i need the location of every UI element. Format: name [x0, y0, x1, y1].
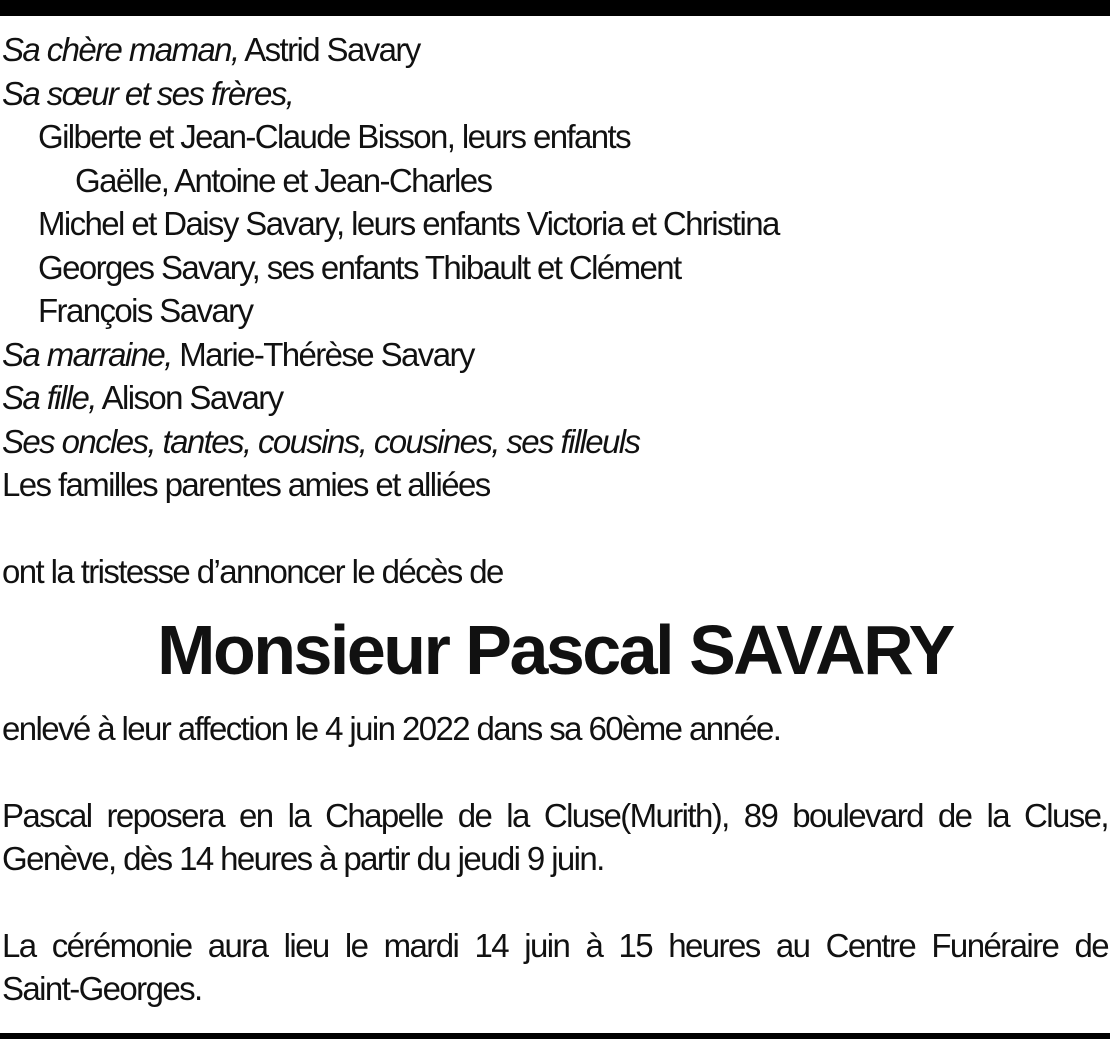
- bottom-rule: [0, 1033, 1110, 1039]
- sibling-line: Georges Savary, ses enfants Thibault et Clément: [38, 248, 681, 286]
- ceremony-line: Saint-Georges.: [2, 970, 202, 1007]
- viewing-line: Pascal reposera en la Chapelle de la Cluse(Murith), 89 boulevard de la Cluse,: [2, 796, 1108, 834]
- deceased-name-heading: Monsieur Pascal SAVARY: [157, 611, 953, 689]
- godmother-name: Marie-Thérèse Savary: [179, 335, 474, 373]
- godmother-label: Sa marraine,: [2, 335, 172, 373]
- daughter-name: Alison Savary: [101, 379, 283, 416]
- spacer: [2, 507, 1108, 550]
- spacer: [2, 881, 1108, 924]
- mother-label: Sa chère maman,: [2, 31, 239, 68]
- ceremony-line: La cérémonie aura lieu le mardi 14 juin à 15 heures au Centre Funéraire de: [2, 926, 1108, 964]
- sibling-line: Michel et Daisy Savary, leurs enfants Victoria et Christina: [38, 205, 779, 242]
- sibling-line: François Savary: [38, 292, 253, 329]
- spacer: [2, 751, 1108, 794]
- siblings-label: Sa sœur et ses frères,: [2, 74, 294, 112]
- obituary-notice: [2, 28, 1108, 1011]
- extended-family-line: Ses oncles, tantes, cousins, cousines, ses filleuls: [2, 422, 640, 460]
- mother-line: [2, 28, 1108, 72]
- daughter-line: [2, 376, 1108, 420]
- sibling-line: Gilberte et Jean-Claude Bisson, leurs enfants: [38, 118, 631, 155]
- mother-name: Astrid Savary: [244, 31, 420, 68]
- daughter-label: Sa fille,: [2, 379, 96, 416]
- sibling-children-line: Gaëlle, Antoine et Jean-Charles: [75, 161, 492, 199]
- top-rule: [0, 0, 1110, 16]
- families-line: Les familles parentes amies et alliées: [2, 466, 490, 503]
- death-line: enlevé à leur affection le 4 juin 2022 dans sa 60ème année.: [2, 710, 781, 747]
- intro-line: ont la tristesse d’annoncer le décès de: [2, 552, 503, 590]
- viewing-line: Genève, dès 14 heures à partir du jeudi 9 juin.: [2, 840, 604, 877]
- godmother-line: [2, 333, 1108, 377]
